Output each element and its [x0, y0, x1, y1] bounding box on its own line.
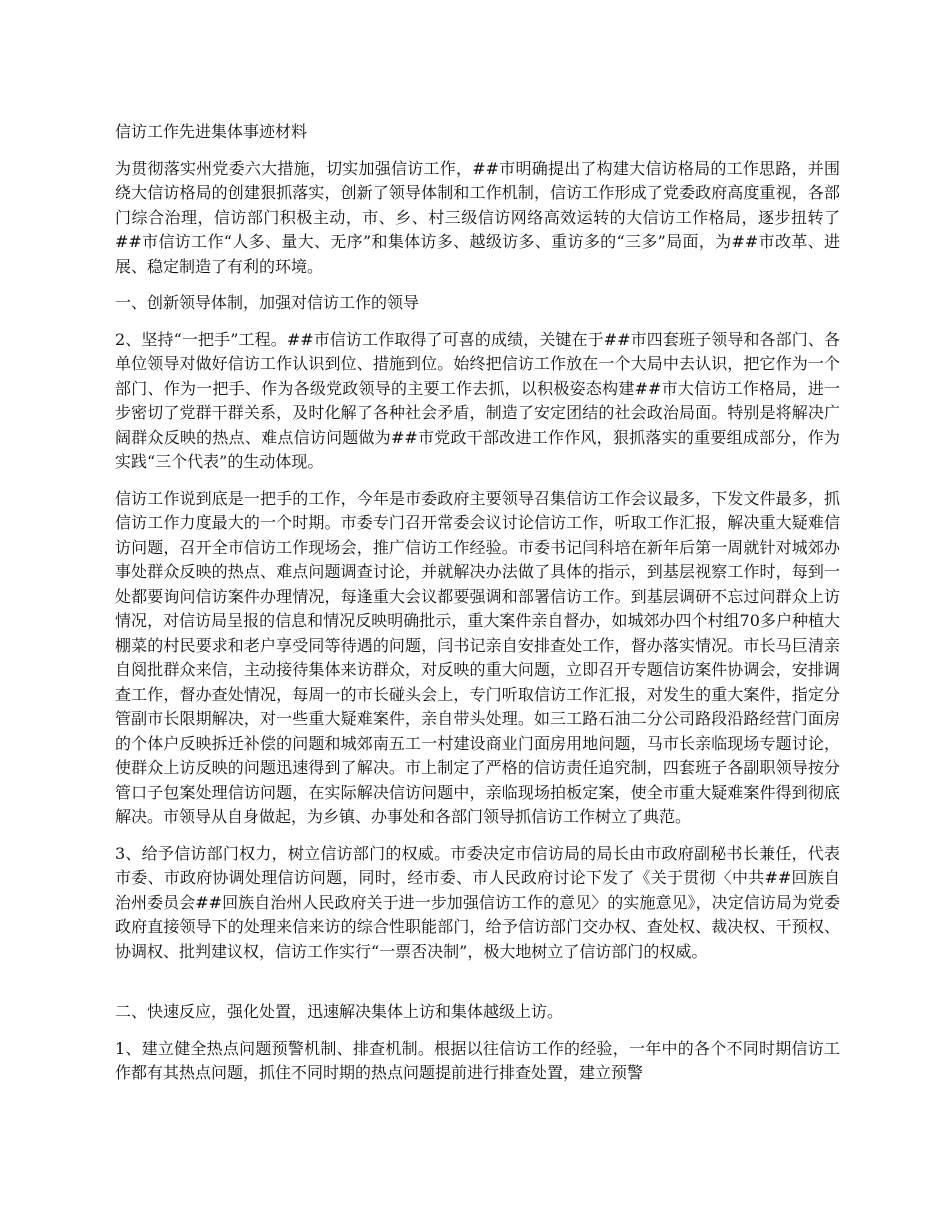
paragraph-leadership-work: 信访工作说到底是一把手的工作，今年是市委政府主要领导召集信访工作会议最多，下发文件最多，抓信访工作力度最大的一个时期。市委专门召开常委会议讨论信访工作，听取工作汇报，解决重大疑难信访问题，召开全市信访工作现场会，推广信访工作经验。市委书记闫科培在新年后第一周就针对城郊办事处群众反映的热点、难点问题调查讨论，并就解决办法做了具体的指示，到基层视察工作时，每到一处都要询问信访案件办理情况，每逢重大会议都要强调和部署信访工作。到基层调研不忘过问群众上访情况，对信访局呈报的信息和情况反映明确批示，重大案件亲自督办，如城郊办四个村组70多户种植大棚菜的村民要求和老户享受同等待遇的问题，闫书记亲自安排查处工作，督办落实情况。市长马巨清亲自阅批群众来信，主动接待集体来访群众，对反映的重大问题，立即召开专题信访案件协调会，安排调查工作，督办查处情况，每周一的市长碰头会上，专门听取信访工作汇报，对发生的重大案件，指定分管副市长限期解决，对一些重大疑难案件，亲自带头处理。如三工路石油二分公司路段沿路经营门面房的个体户反映拆迁补偿的问题和城郊南五工一村建设商业门面房用地问题，马市长亲临现场专题讨论，使群众上访反映的问题迅速得到了解决。市上制定了严格的信访责任追究制，四套班子各副职领导按分管口子包案处理信访问题，在实际解决信访问题中，亲临现场拍板定案，使全市重大疑难案件得到彻底解决。市领导从自身做起，为乡镇、办事处和各部门领导抓信访工作树立了典范。	[115, 488, 840, 826]
section-heading-2: 二、快速反应，强化处置，迅速解决集体上访和集体越级上访。	[115, 1002, 564, 1021]
document-title: 信访工作先进集体事迹材料	[115, 122, 308, 141]
blank-line	[115, 976, 840, 1000]
paragraph-warning-mechanism: 1、建立健全热点问题预警机制、排查机制。根据以往信访工作的经验，一年中的各个不同时期信访工作都有其热点问题，抓住不同时期的热点问题提前进行排查处置，建立预警	[115, 1038, 840, 1082]
paragraph-authority: 3、给予信访部门权力，树立信访部门的权威。市委决定市信访局的局长由市政府副秘书长兼任，代表市委、市政府协调处理信访问题，同时，经市委、市人民政府讨论下发了《关于贯彻〈中共##回族自治州委员会##回族自治州人民政府关于进一步加强信访工作的意见〉的实施意见》，决定信访局为党委政府直接领导下的处理来信来访的综合性职能部门，给予信访部门交办权、查处权、裁决权、干预权、协调权、批判建议权，信访工作实行“一票否决制”，极大地树立了信访部门的权威。	[115, 843, 840, 961]
section-heading-1: 一、创新领导体制，加强对信访工作的领导	[115, 293, 420, 312]
document-page	[115, 120, 840, 1098]
intro-paragraph: 为贯彻落实州党委六大措施，切实加强信访工作，##市明确提出了构建大信访格局的工作思路，并围绕大信访格局的创建狠抓落实，创新了领导体制和工作机制，信访工作形成了党委政府高度重视，各部门综合治理，信访部门积极主动，市、乡、村三级信访网络高效运转的大信访工作格局，逐步扭转了##市信访工作“人多、量大、无序”和集体访多、越级访多、重访多的“三多”局面，为##市改革、进展、稳定制造了有利的环境。	[115, 158, 840, 276]
paragraph-yibashou: 2、坚持“一把手”工程。##市信访工作取得了可喜的成绩，关键在于##市四套班子领导和各部门、各单位领导对做好信访工作认识到位、措施到位。始终把信访工作放在一个大局中去认识，把它作为一个部门、作为一把手、作为各级党政领导的主要工作去抓，以积极姿态构建##市大信访工作格局，进一步密切了党群干群关系，及时化解了各种社会矛盾，制造了安定团结的社会政治局面。特别是将解决广阔群众反映的热点、难点信访问题做为##市党政干部改进工作作风，狠抓落实的重要组成部分，作为实践“三个代表”的生动体现。	[115, 329, 840, 471]
